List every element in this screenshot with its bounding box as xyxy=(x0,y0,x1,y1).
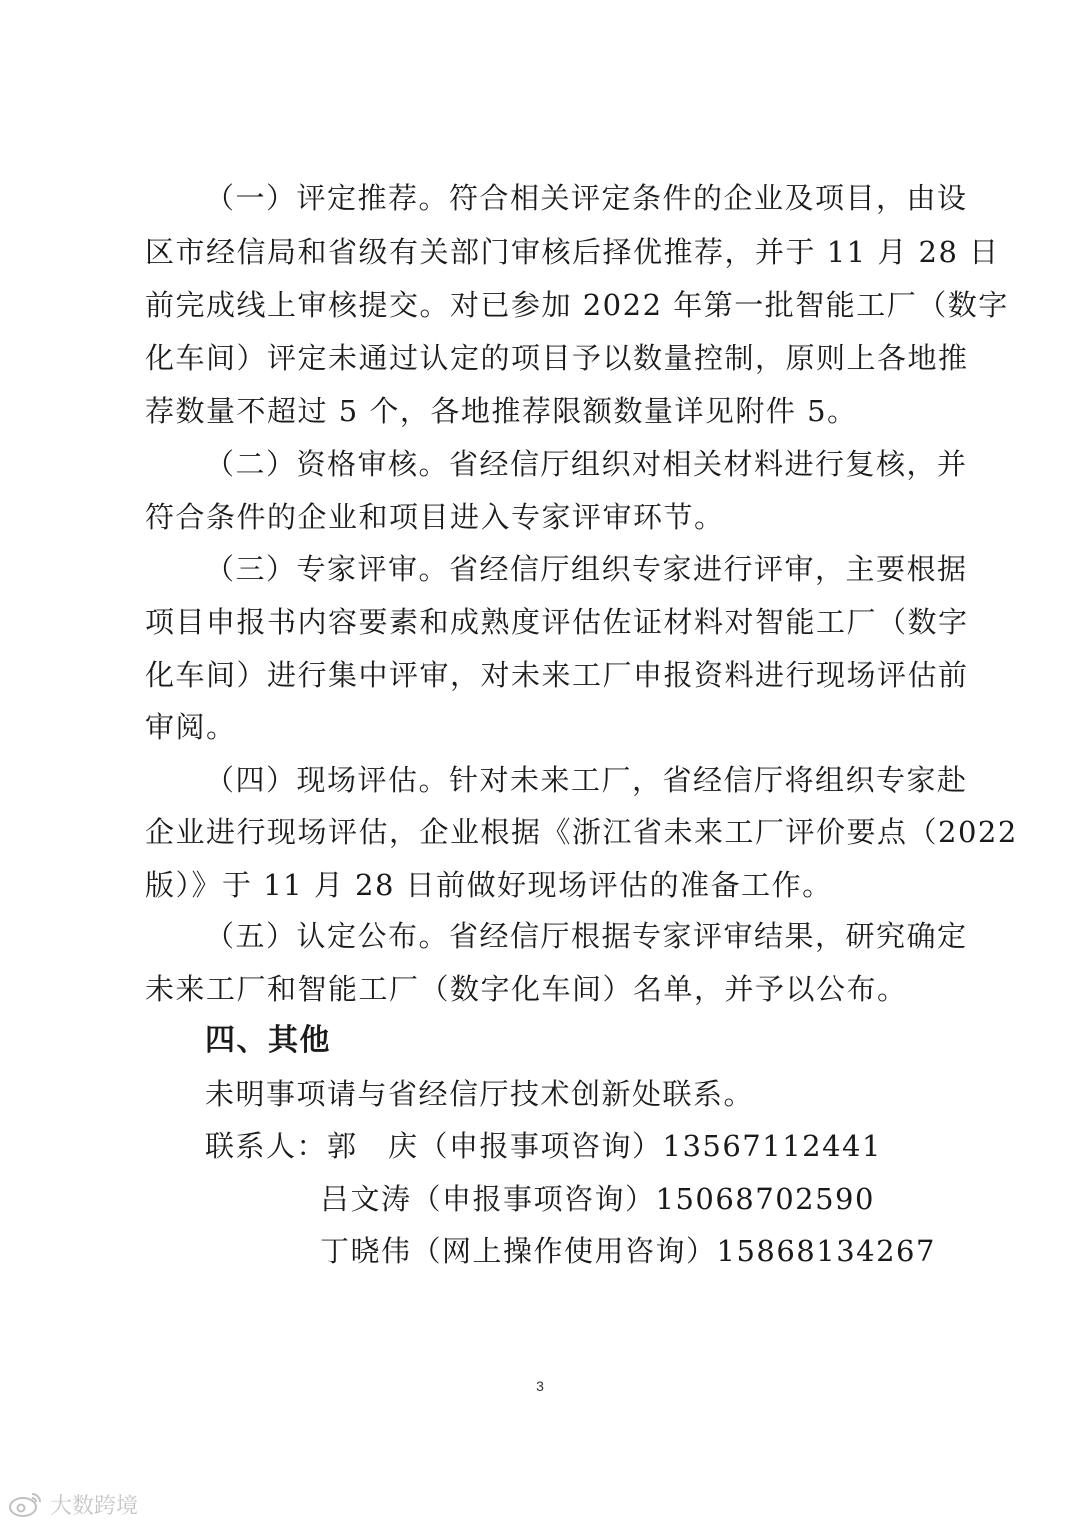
paragraph-line: 未明事项请与省经信厅技术创新处联系。 xyxy=(205,1077,755,1111)
paragraph-line: 荐数量不超过 5 个，各地推荐限额数量详见附件 5。 xyxy=(145,394,858,428)
paragraph-line: （四）现场评估。针对未来工厂，省经信厅将组织专家赴 xyxy=(205,763,968,797)
paragraph-line: （一）评定推荐。符合相关评定条件的企业及项目，由设 xyxy=(205,181,968,215)
paragraph-line: 前完成线上审核提交。对已参加 2022 年第一批智能工厂（数字 xyxy=(145,288,1009,322)
contact-line: 联系人：郭 庆（申报事项咨询）13567112441 xyxy=(205,1129,882,1163)
paragraph-line: 版）》于 11 月 28 日前做好现场评估的准备工作。 xyxy=(145,868,833,902)
section-heading: 四、其他 xyxy=(205,1023,331,1058)
contact-line: 吕文涛（申报事项咨询）15068702590 xyxy=(320,1182,875,1216)
paragraph-line: 符合条件的企业和项目进入专家评审环节。 xyxy=(145,500,725,534)
watermark-text: 大数跨境 xyxy=(50,1493,139,1519)
paragraph-line: （二）资格审核。省经信厅组织对相关材料进行复核，并 xyxy=(205,447,968,481)
paragraph-line: 企业进行现场评估，企业根据《浙江省未来工厂评价要点（2022 xyxy=(145,815,1018,849)
paragraph-line: 未来工厂和智能工厂（数字化车间）名单，并予以公布。 xyxy=(145,972,908,1006)
paragraph-line: 区市经信局和省级有关部门审核后择优推荐，并于 11 月 28 日 xyxy=(145,235,1000,269)
page-number: 3 xyxy=(536,1378,544,1394)
paragraph-line: 审阅。 xyxy=(145,710,237,744)
paragraph-line: 项目申报书内容要素和成熟度评估佐证材料对智能工厂（数字 xyxy=(145,605,969,639)
paragraph-line: （三）专家评审。省经信厅组织专家进行评审，主要根据 xyxy=(205,552,968,586)
paragraph-line: 化车间）进行集中评审，对未来工厂申报资料进行现场评估前 xyxy=(145,658,969,692)
watermark xyxy=(8,1488,138,1520)
contact-line: 丁晓伟（网上操作使用咨询）15868134267 xyxy=(320,1234,936,1268)
paragraph-line: 化车间）评定未通过认定的项目予以数量控制，原则上各地推 xyxy=(145,341,969,375)
paragraph-line: （五）认定公布。省经信厅根据专家评审结果，研究确定 xyxy=(205,919,968,953)
weibo-logo-icon xyxy=(8,1490,44,1518)
